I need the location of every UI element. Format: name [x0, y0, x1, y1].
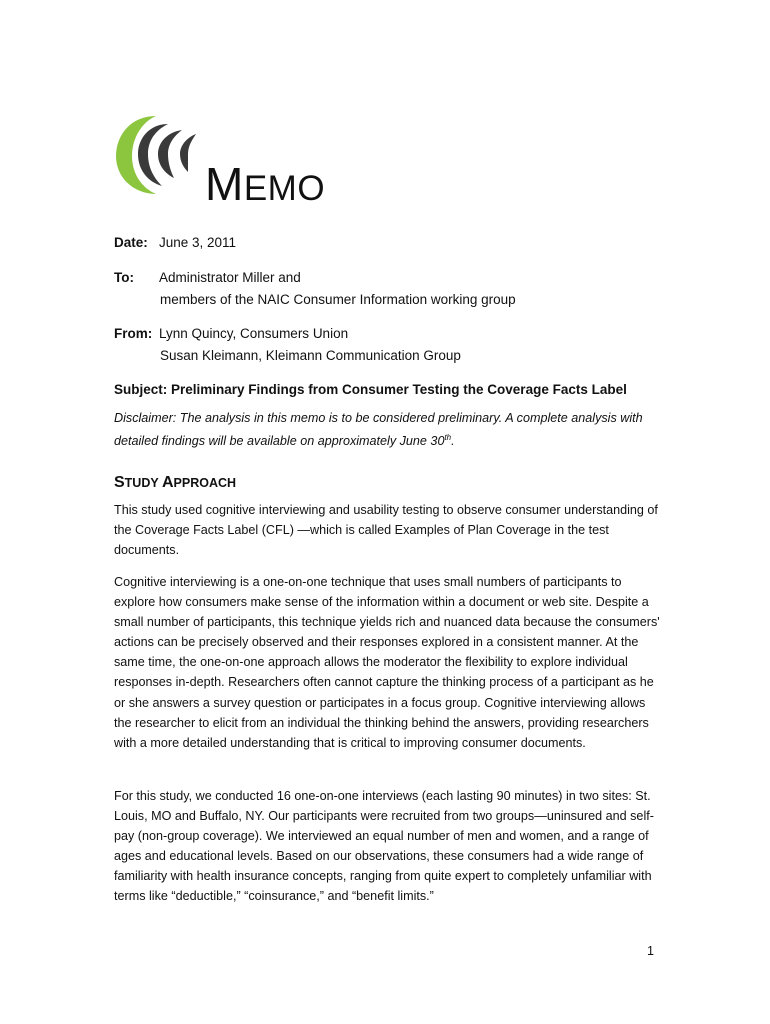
disclaimer — [114, 408, 664, 451]
from-line-1: Lynn Quincy, Consumers Union — [159, 326, 349, 341]
heading-cap-s: S — [114, 474, 125, 491]
to-line-2: members of the NAIC Consumer Information working group — [160, 292, 516, 307]
paragraph-3: For this study, we conducted 16 one-on-one interviews (each lasting 90 minutes) in two sites: St. Louis, MO and Buffalo, NY. Our participants were recruited from two groups—uninsured and self-pay (non-group coverage). We interviewed an equal number of men and women, and a range of ages and educational levels. Based on our observations, these consumers had a wide range of familiarity with health insurance concepts, ranging from quite expert to completely unfamiliar with terms like “deductible,” “coinsurance,” and “benefit limits.” — [114, 789, 654, 904]
to-label: To: — [114, 270, 134, 285]
memo-title-initial: M — [205, 158, 244, 210]
disclaimer-text: Disclaimer: The analysis in this memo is to be considered preliminary. A complete analysis with detailed findings will be available on approximately June 30 — [114, 411, 643, 449]
date-value: June 3, 2011 — [159, 235, 237, 250]
to-line-1: Administrator Miller and — [159, 270, 301, 285]
memo-title — [205, 160, 325, 213]
memo-title-rest: EMO — [243, 169, 326, 208]
to-field — [114, 267, 516, 311]
page-number: 1 — [647, 944, 654, 958]
disclaimer-superscript: th — [444, 433, 452, 442]
from-line-2: Susan Kleimann, Kleimann Communication Group — [160, 348, 461, 363]
heading-sc-pproach: PPROACH — [173, 476, 237, 490]
paragraph-1: This study used cognitive interviewing and usability testing to observe consumer understanding of the Coverage Facts Label (CFL) —which is called Examples of Plan Coverage in the test documents. — [114, 503, 658, 558]
paragraph-2: Cognitive interviewing is a one-on-one technique that uses small numbers of participants to explore how consumers make sense of the information within a document or web site. Despite a small number of participants, this technique yields rich and nuanced data because the consumers' actions can be precisely observed and their responses explored in a consistent manner. At the same time, the one-on-one approach allows the moderator the flexibility to explore individual responses in-depth. Researchers often cannot capture the thinking process of a participant as he or she answers a survey question or participates in a focus group. Cognitive interviewing allows the researcher to elicit from an individual the thinking behind the answers, providing researchers with a more detailed understanding that is critical to improving consumer documents. — [114, 575, 660, 750]
section-heading-study-approach — [114, 472, 236, 494]
heading-cap-a: A — [161, 474, 174, 491]
date-field — [114, 232, 236, 253]
disclaimer-end: . — [451, 434, 455, 449]
date-label: Date: — [114, 235, 148, 250]
heading-sc-tudy: TUDY — [124, 476, 162, 490]
from-label: From: — [114, 326, 153, 341]
from-field — [114, 323, 461, 367]
subject-line: Subject: Preliminary Findings from Consumer Testing the Coverage Facts Label — [114, 382, 627, 397]
organization-logo-icon — [112, 112, 204, 198]
